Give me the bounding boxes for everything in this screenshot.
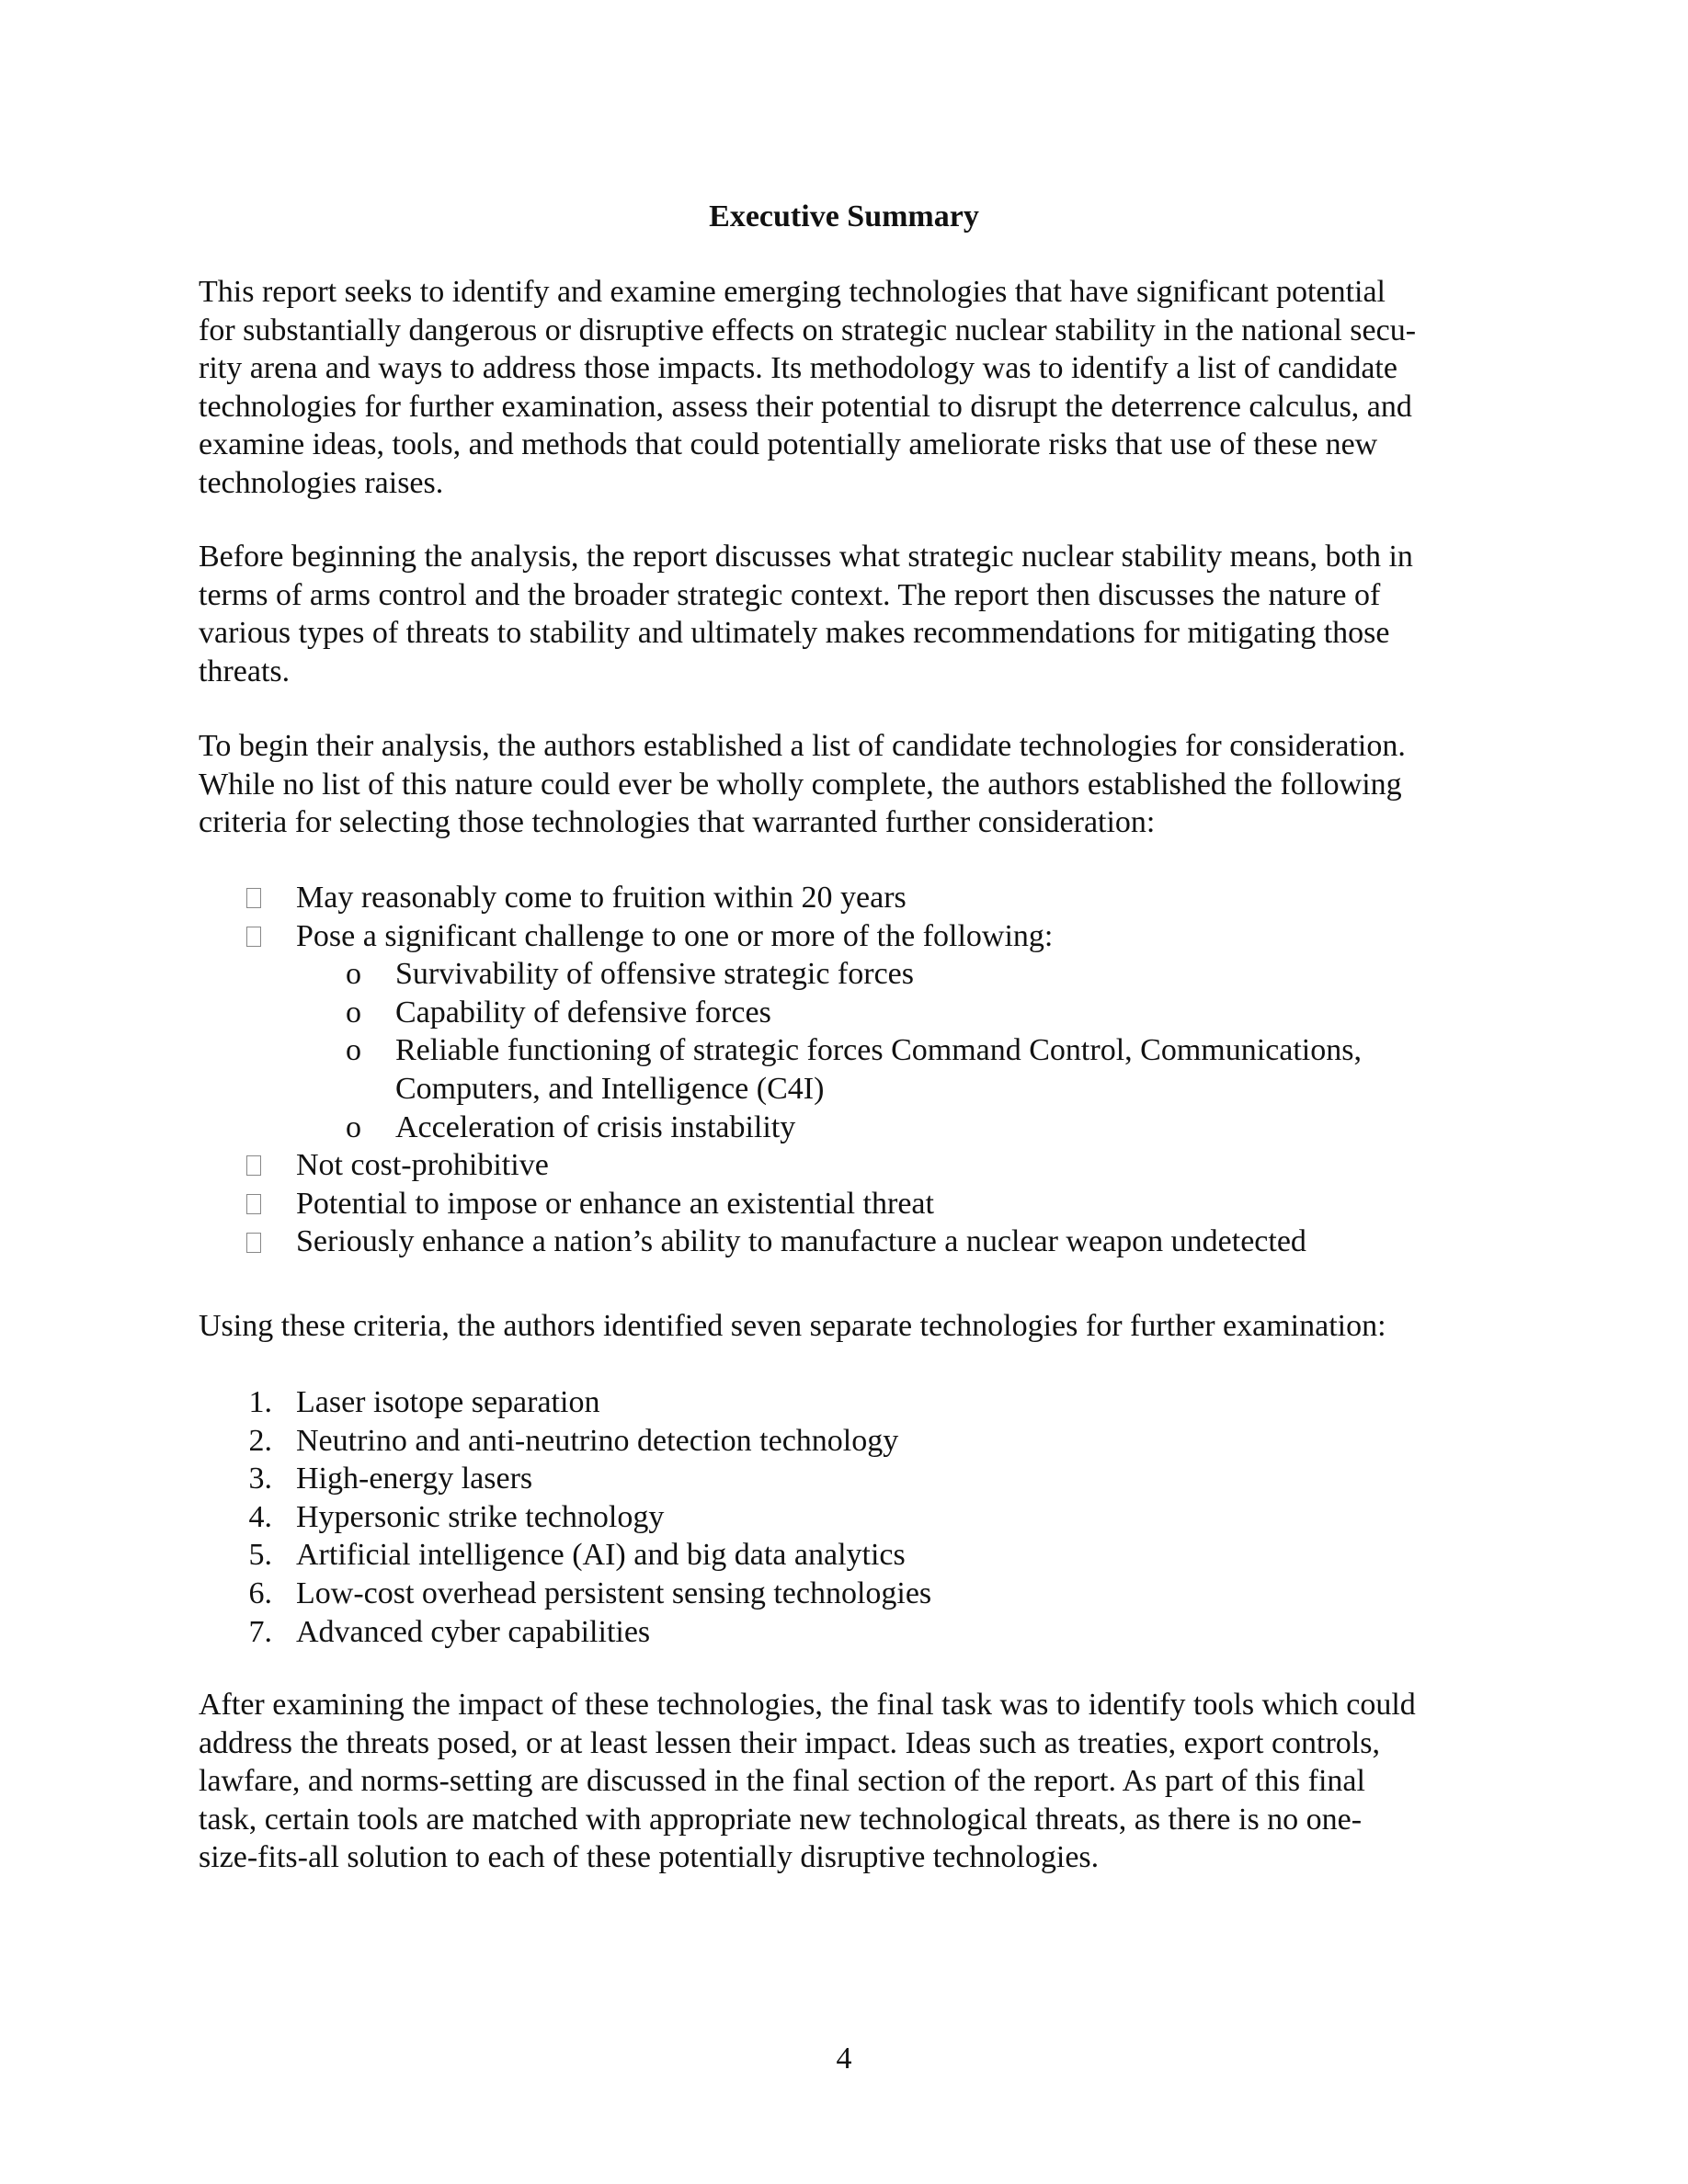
circle-bullet-marker: o [346,1109,361,1144]
technology-item: 7. Advanced cyber capabilities [0,1613,1688,1652]
criteria-subitem: o Survivability of offensive strategic forces [0,955,1688,994]
criteria-subitem: o Reliable functioning of strategic forces Command Control, Communications, [0,1031,1688,1070]
criteria-item: Pose a significant challenge to one or more of the following: [0,917,1688,956]
page-title: Executive Summary [709,199,979,233]
paragraph-line: address the threats posed, or at least lessen their impact. Ideas such as treaties, export controls, [199,1725,1380,1760]
list-number: 4. [248,1499,272,1534]
technologies-list [0,1383,1688,1651]
criteria-intro-paragraph [199,727,1504,842]
paragraph-line: terms of arms control and the broader strategic context. The report then discusses the nature of [199,577,1381,612]
criteria-subitem: o Capability of defensive forces [0,994,1688,1032]
paragraph-line: This report seeks to identify and examine emerging technologies that have significant potential [199,275,1386,309]
context-paragraph [199,538,1504,690]
paragraph-line: threats. [199,654,291,688]
list-number: 7. [248,1614,272,1649]
technology-item: 3. High-energy lasers [0,1460,1688,1498]
technology-item: 5. Artificial intelligence (AI) and big data analytics [0,1536,1688,1575]
page-number: 4 [836,2042,852,2076]
box-bullet-icon [246,1185,267,1223]
paragraph-line: While no list of this nature could ever be wholly complete, the authors established the following [199,767,1402,802]
box-bullet-icon [246,917,267,956]
box-bullet-icon [246,1223,267,1261]
intro-paragraph [199,273,1504,503]
criteria-subitem-continuation: Computers, and Intelligence (C4I) [395,1071,825,1106]
paragraph-line: examine ideas, tools, and methods that could potentially ameliorate risks that use of these new [199,427,1378,462]
paragraph-line: To begin their analysis, the authors established a list of candidate technologies for consideration. [199,729,1406,763]
circle-bullet-marker: o [346,995,361,1029]
paragraph-line: for substantially dangerous or disruptive effects on strategic nuclear stability in the national secu- [199,313,1417,347]
criteria-subitem: o Acceleration of crisis instability [0,1109,1688,1147]
paragraph-line: task, certain tools are matched with appropriate new technological threats, as there is no one- [199,1802,1363,1837]
technology-item: 2. Neutrino and anti-neutrino detection technology [0,1422,1688,1461]
criteria-list [0,879,1688,1261]
technology-item: 1. Laser isotope separation [0,1383,1688,1422]
circle-bullet-marker: o [346,1033,361,1068]
criteria-item: May reasonably come to fruition within 20 years [0,879,1688,917]
conclusion-paragraph [199,1686,1504,1877]
paragraph-line: criteria for selecting those technologies that warranted further consideration: [199,805,1156,840]
list-number: 6. [248,1575,272,1610]
list-number: 5. [248,1538,272,1573]
technology-item: 6. Low-cost overhead persistent sensing technologies [0,1575,1688,1613]
paragraph-line: various types of threats to stability and ultimately makes recommendations for mitigating those [199,616,1390,651]
paragraph-line: technologies raises. [199,465,444,500]
paragraph-line: After examining the impact of these technologies, the final task was to identify tools which could [199,1688,1416,1722]
paragraph-line: technologies for further examination, assess their potential to disrupt the deterrence calculus, and [199,389,1412,424]
criteria-item: Seriously enhance a nation’s ability to manufacture a nuclear weapon undetected [0,1223,1688,1261]
box-bullet-icon [246,879,267,917]
paragraph-line: Using these criteria, the authors identified seven separate technologies for further examination: [199,1309,1386,1343]
technology-item: 4. Hypersonic strike technology [0,1498,1688,1537]
paragraph-line: Before beginning the analysis, the report discusses what strategic nuclear stability means, both in [199,540,1413,574]
list-number: 1. [248,1385,272,1419]
paragraph-line: size-fits-all solution to each of these potentially disruptive technologies. [199,1840,1100,1875]
criteria-item: Not cost-prohibitive [0,1146,1688,1185]
list-number: 2. [248,1423,272,1458]
technologies-intro-paragraph [199,1307,1504,1346]
criteria-item: Potential to impose or enhance an existential threat [0,1185,1688,1223]
paragraph-line: rity arena and ways to address those impacts. Its methodology was to identify a list of candidate [199,351,1397,386]
circle-bullet-marker: o [346,957,361,992]
box-bullet-icon [246,1146,267,1185]
list-number: 3. [248,1462,272,1496]
paragraph-line: lawfare, and norms-setting are discussed in the final section of the report. As part of this final [199,1764,1365,1799]
